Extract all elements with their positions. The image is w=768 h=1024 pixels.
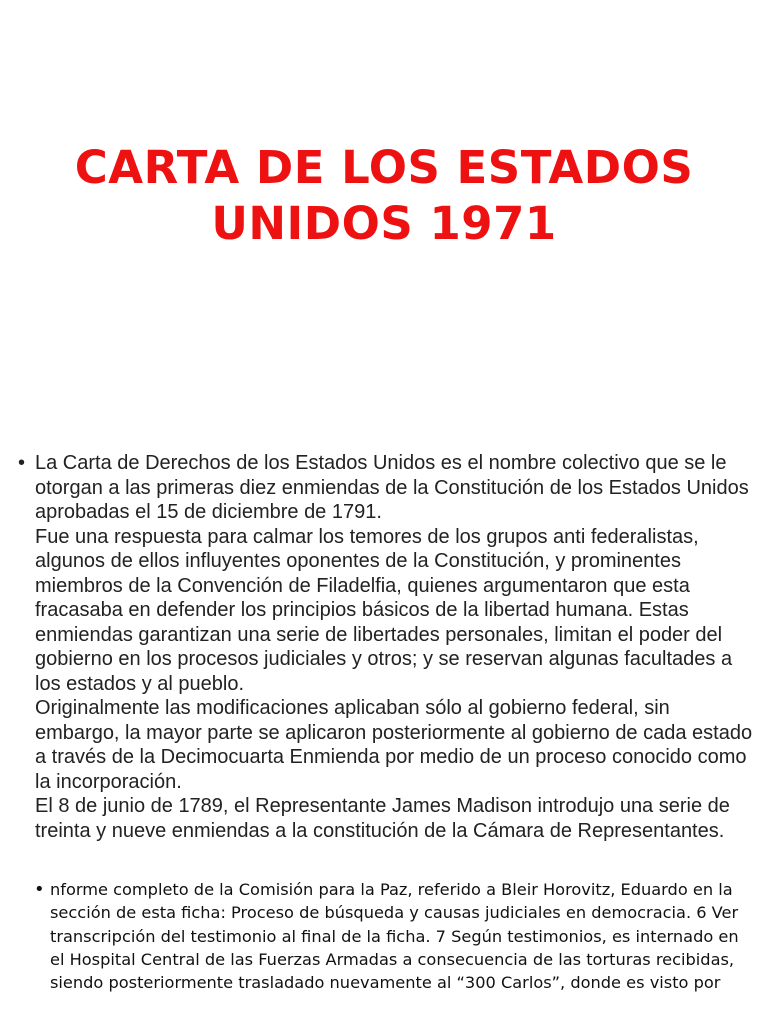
bullet-text bbox=[50, 878, 758, 994]
bullet-marker-icon: • bbox=[18, 452, 26, 474]
bullet-text bbox=[35, 451, 758, 843]
bullet-item-2 bbox=[18, 878, 758, 994]
bullet-paragraph: Fue una respuesta para calmar los temores de los grupos anti federalistas, algunos de ellos influyentes oponentes de la Constitución, y prominentes miembros de la Convención de Filadelfia, quienes argumentaron que esta fracasaba en defender los principios básicos de la libertad humana. Estas enmiendas garantizan una serie de libertades personales, limitan el poder del gobierno en los procesos judiciales y otros; y se reservan algunas facultades a los estados y al pueblo. bbox=[35, 525, 733, 695]
slide-title-line-2: UNIDOS 1971 bbox=[211, 197, 557, 250]
bullet-marker-icon: • bbox=[34, 879, 45, 900]
bullet-paragraph: El 8 de junio de 1789, el Representante James Madison introdujo una serie de treinta y nueve enmiendas a la constitución de la Cámara de Representantes. bbox=[35, 795, 730, 842]
slide-title-line-1: CARTA DE LOS ESTADOS bbox=[74, 141, 694, 194]
bullet-paragraph: Originalmente las modificaciones aplicaban sólo al gobierno federal, sin embargo, la mayor parte se aplicaron posteriormente al gobierno de cada estado a través de la Decimocuarta Enmienda por medio de un proceso conocido como la incorporación. bbox=[35, 697, 753, 793]
slide-title bbox=[0, 140, 768, 252]
bullet-paragraph: nforme completo de la Comisión para la Paz, referido a Bleir Horovitz, Eduardo en la sección de esta ficha: Proceso de búsqueda y causas judiciales en democracia. 6 Ver transcripción del testimonio al final de la ficha. 7 Según testimonios, es internado en el Hospital Central de las Fuerzas Armadas a consecuencia de las torturas recibidas, siendo posteriormente trasladado nuevamente al “300 Carlos”, donde es visto por bbox=[50, 880, 739, 993]
bullet-item-1 bbox=[18, 451, 758, 843]
bullet-paragraph: La Carta de Derechos de los Estados Unidos es el nombre colectivo que se le otorgan a las primeras diez enmiendas de la Constitución de los Estados Unidos aprobadas el 15 de diciembre de 1791. bbox=[35, 452, 749, 523]
